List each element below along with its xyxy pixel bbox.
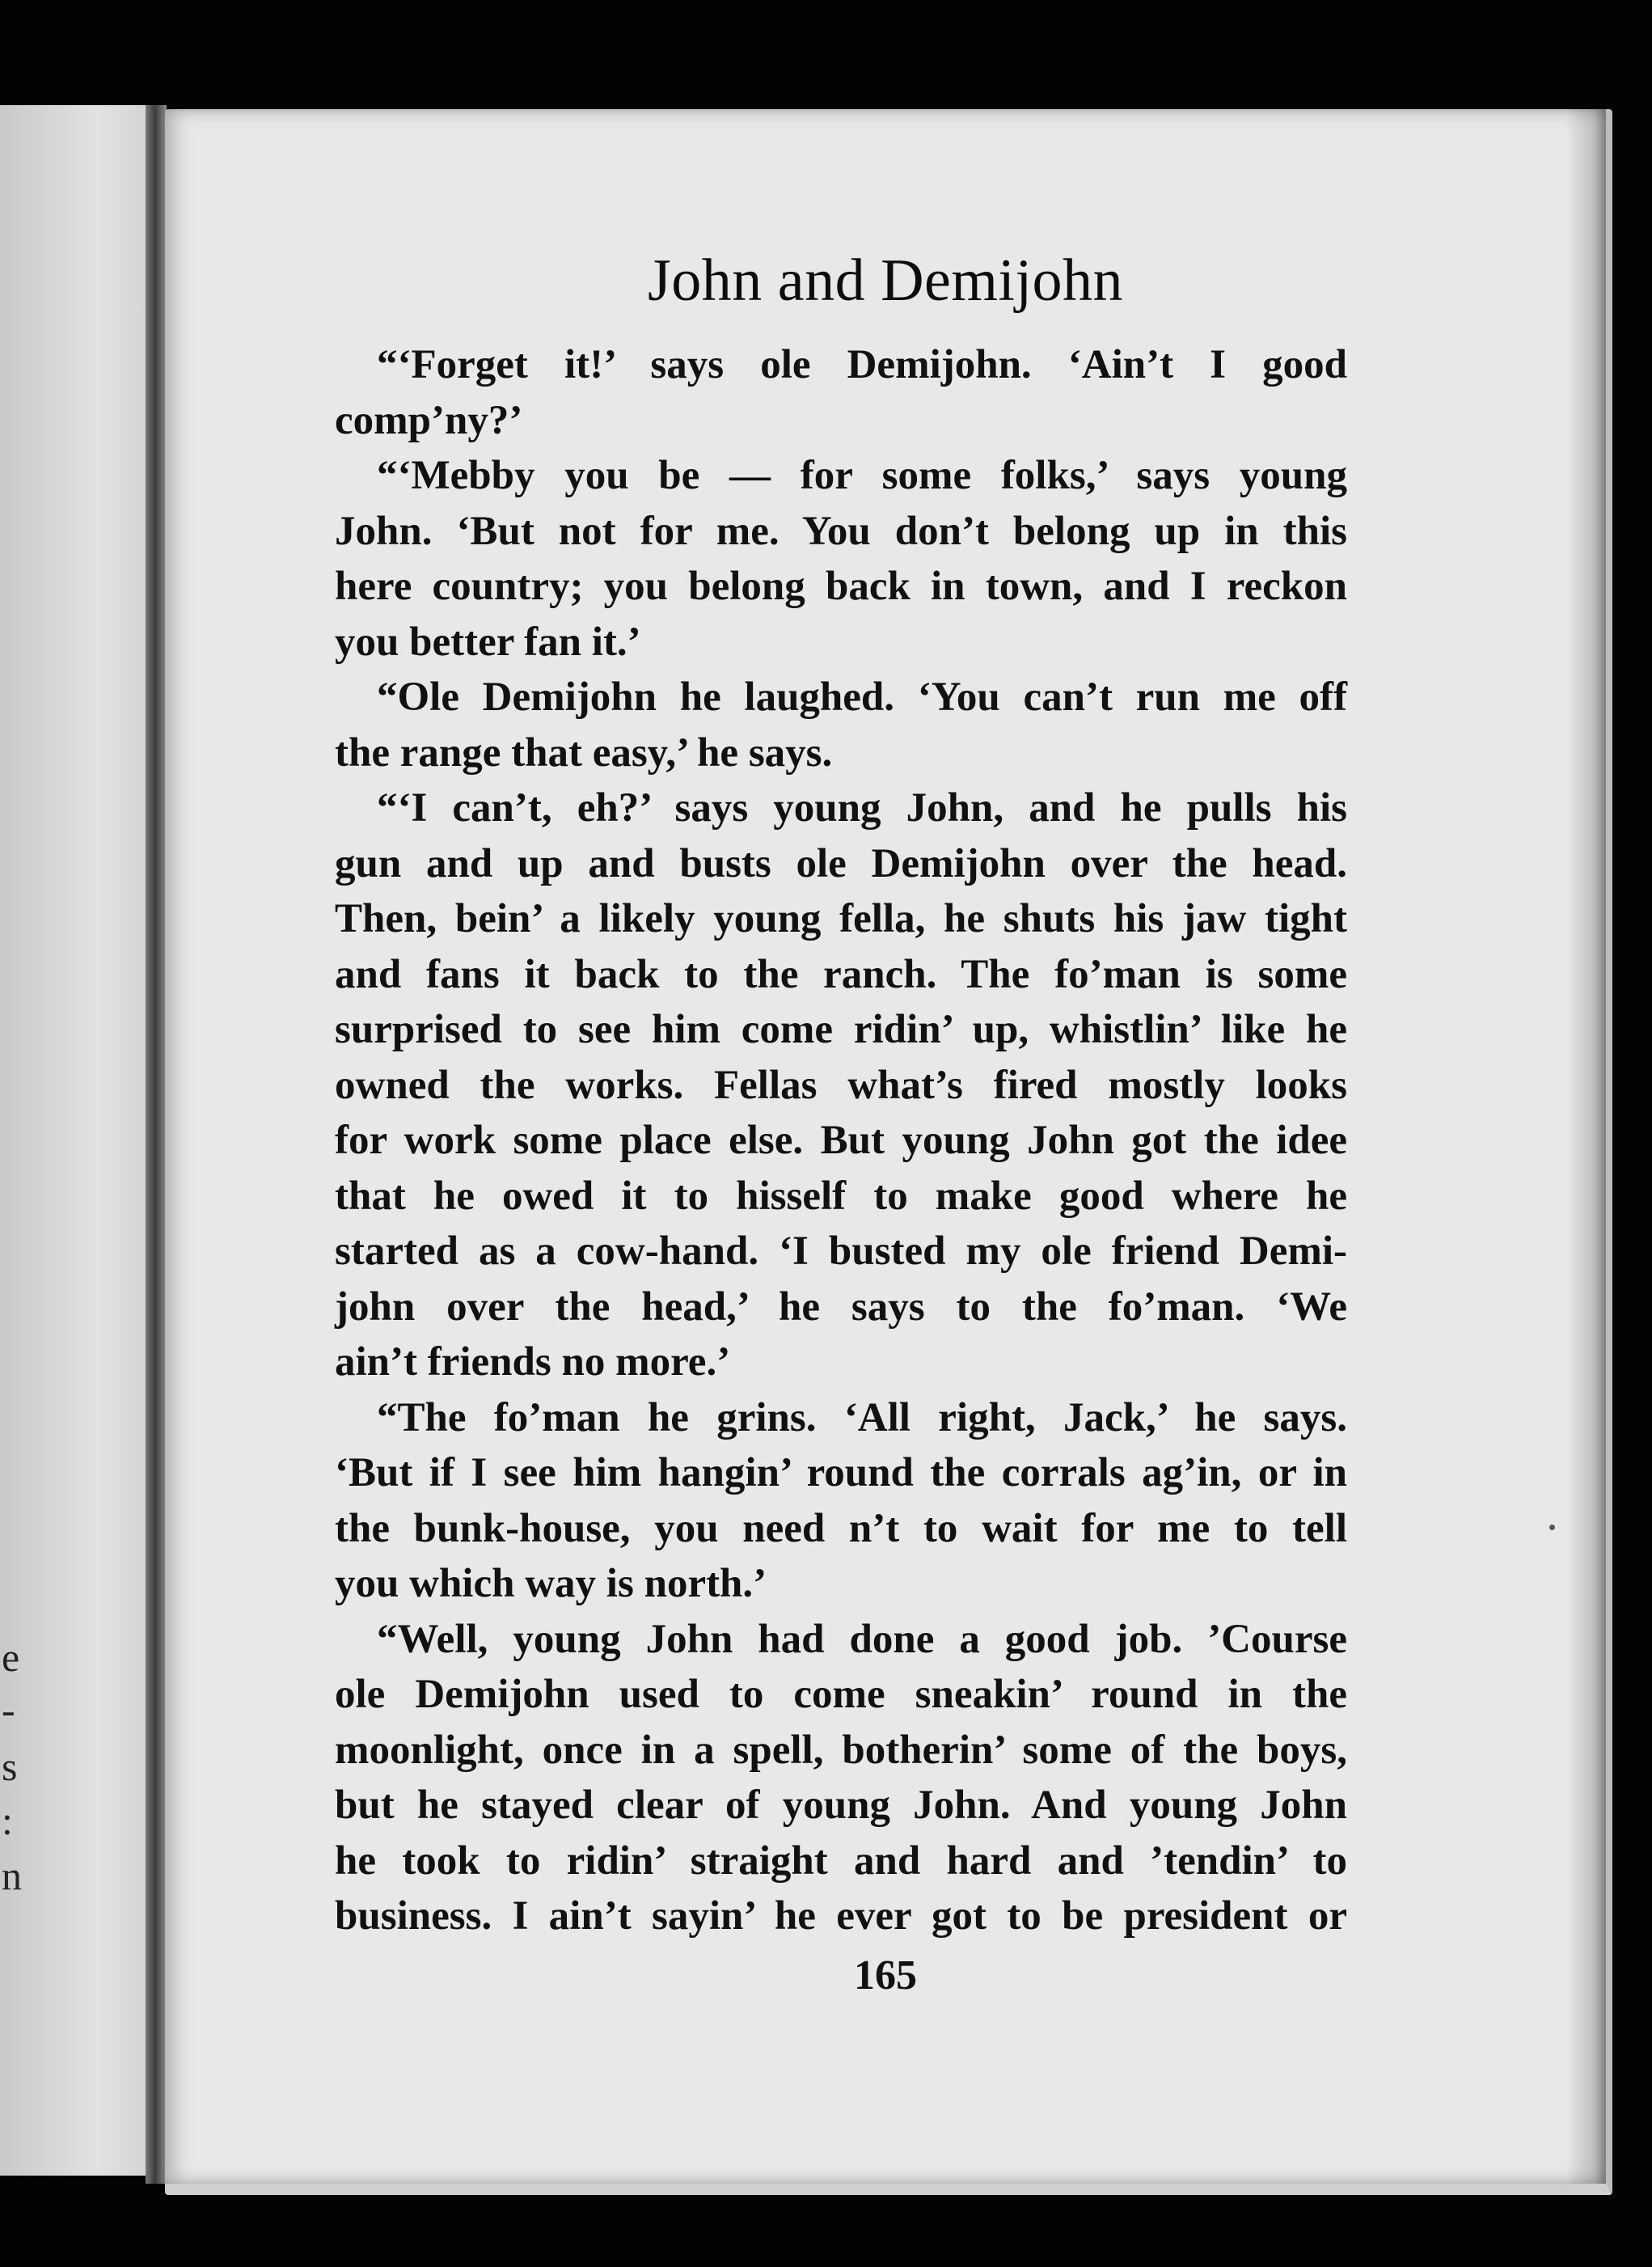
book-gutter bbox=[146, 105, 167, 2184]
text-line: he took to ridin’ straight and hard and ’tendin’ to bbox=[335, 1838, 1347, 1884]
text-line: “‘Forget it!’ says ole Demijohn. ‘Ain’t I good bbox=[377, 342, 1347, 387]
text-line: comp’ny?’ bbox=[335, 397, 523, 443]
scan-speck bbox=[1549, 1525, 1555, 1530]
text-line: “‘Mebby you be — for some folks,’ says young bbox=[377, 453, 1347, 498]
left-page-fragment: - bbox=[2, 1687, 15, 1732]
text-line: that he owed it to hisself to make good where he bbox=[335, 1173, 1347, 1219]
left-page-fragment: : bbox=[2, 1798, 13, 1843]
page-edge-shadow bbox=[1565, 109, 1606, 2184]
text-line: started as a cow-hand. ‘I busted my ole friend Demi- bbox=[335, 1229, 1347, 1274]
body-text bbox=[335, 337, 1347, 1944]
text-line: “Well, young John had done a good job. ’Course bbox=[377, 1616, 1347, 1662]
page-number: 165 bbox=[854, 1952, 917, 1998]
text-line: for work some place else. But young John got the idee bbox=[335, 1118, 1347, 1163]
book-page bbox=[165, 109, 1612, 2195]
text-line: and fans it back to the ranch. The fo’man is some bbox=[335, 951, 1347, 997]
text-line: owned the works. Fellas what’s fired mostly looks bbox=[335, 1062, 1347, 1108]
text-line: ‘But if I see him hangin’ round the corrals ag’in, or in bbox=[335, 1450, 1347, 1495]
text-line: but he stayed clear of young John. And young John bbox=[335, 1783, 1347, 1828]
text-line: the range that easy,’ he says. bbox=[335, 730, 833, 776]
text-line: Then, bein’ a likely young fella, he shuts his jaw tight bbox=[335, 896, 1347, 941]
left-page-fragment: s bbox=[2, 1744, 18, 1789]
text-line: “‘I can’t, eh?’ says young John, and he pulls his bbox=[377, 785, 1347, 831]
text-line: John. ‘But not for me. You don’t belong up in this bbox=[335, 508, 1347, 554]
text-line: ain’t friends no more.’ bbox=[335, 1339, 731, 1385]
adjacent-left-page bbox=[0, 105, 162, 2176]
text-line: you which way is north.’ bbox=[335, 1561, 767, 1606]
text-line: surprised to see him come ridin’ up, whistlin’ like he bbox=[335, 1007, 1347, 1052]
left-page-fragment: e bbox=[2, 1635, 20, 1680]
text-line: ole Demijohn used to come sneakin’ round in the bbox=[335, 1672, 1347, 1717]
text-line: business. I ain’t sayin’ he ever got to be president or bbox=[335, 1893, 1347, 1939]
text-line: moonlight, once in a spell, botherin’ some of the boys, bbox=[335, 1727, 1347, 1773]
text-line: the bunk-house, you need n’t to wait for me to tell bbox=[335, 1505, 1347, 1551]
text-line: john over the head,’ he says to the fo’man. ‘We bbox=[335, 1284, 1347, 1330]
running-head: John and Demijohn bbox=[647, 247, 1124, 314]
left-page-text-fragments bbox=[0, 105, 32, 2176]
text-line: here country; you belong back in town, and I reckon bbox=[335, 564, 1347, 609]
text-line: “The fo’man he grins. ‘All right, Jack,’ he says. bbox=[377, 1394, 1347, 1440]
text-line: you better fan it.’ bbox=[335, 619, 641, 665]
text-line: “Ole Demijohn he laughed. ‘You can’t run me off bbox=[377, 675, 1347, 720]
left-page-fragment: n bbox=[2, 1853, 22, 1898]
text-line: gun and up and busts ole Demijohn over the head. bbox=[335, 840, 1347, 886]
